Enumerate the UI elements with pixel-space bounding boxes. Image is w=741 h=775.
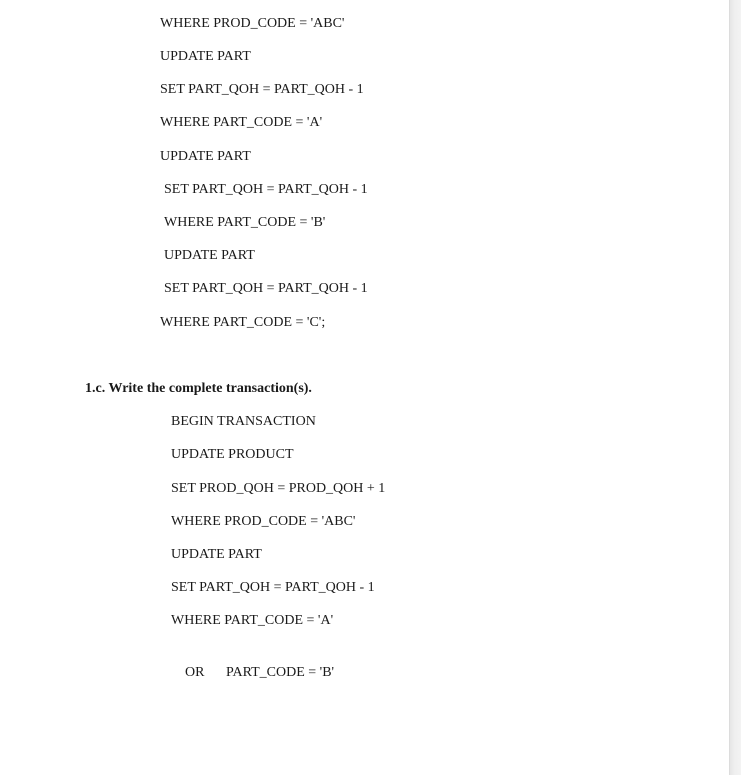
or-keyword: OR: [185, 665, 205, 680]
sql-line: SET PART_QOH = PART_QOH - 1: [160, 82, 364, 97]
sql-line: SET PROD_QOH = PROD_QOH + 1: [171, 481, 386, 496]
sql-line: UPDATE PART: [160, 149, 251, 164]
sql-line: UPDATE PART: [171, 547, 262, 562]
sql-line: SET PART_QOH = PART_QOH - 1: [171, 580, 375, 595]
sql-line: WHERE PART_CODE = 'C';: [160, 315, 326, 330]
sql-line: UPDATE PART: [160, 49, 251, 64]
sql-line: WHERE PART_CODE = 'A': [160, 115, 323, 130]
sql-or-line: [171, 646, 335, 680]
sql-line: SET PART_QOH = PART_QOH - 1: [164, 281, 368, 296]
sql-line: WHERE PART_CODE = 'B': [164, 215, 326, 230]
sql-line: UPDATE PART: [164, 248, 255, 263]
sql-line: WHERE PROD_CODE = 'ABC': [171, 514, 356, 529]
sql-line: WHERE PART_CODE = 'A': [171, 613, 334, 628]
page-gutter: [729, 0, 741, 775]
sql-line: BEGIN TRANSACTION: [171, 414, 316, 429]
sql-line: SET PART_QOH = PART_QOH - 1: [164, 182, 368, 197]
sql-line: UPDATE PRODUCT: [171, 447, 294, 462]
section-heading: 1.c. Write the complete transaction(s).: [85, 381, 312, 396]
or-condition: PART_CODE = 'B': [226, 665, 335, 680]
sql-line: WHERE PROD_CODE = 'ABC': [160, 16, 345, 31]
